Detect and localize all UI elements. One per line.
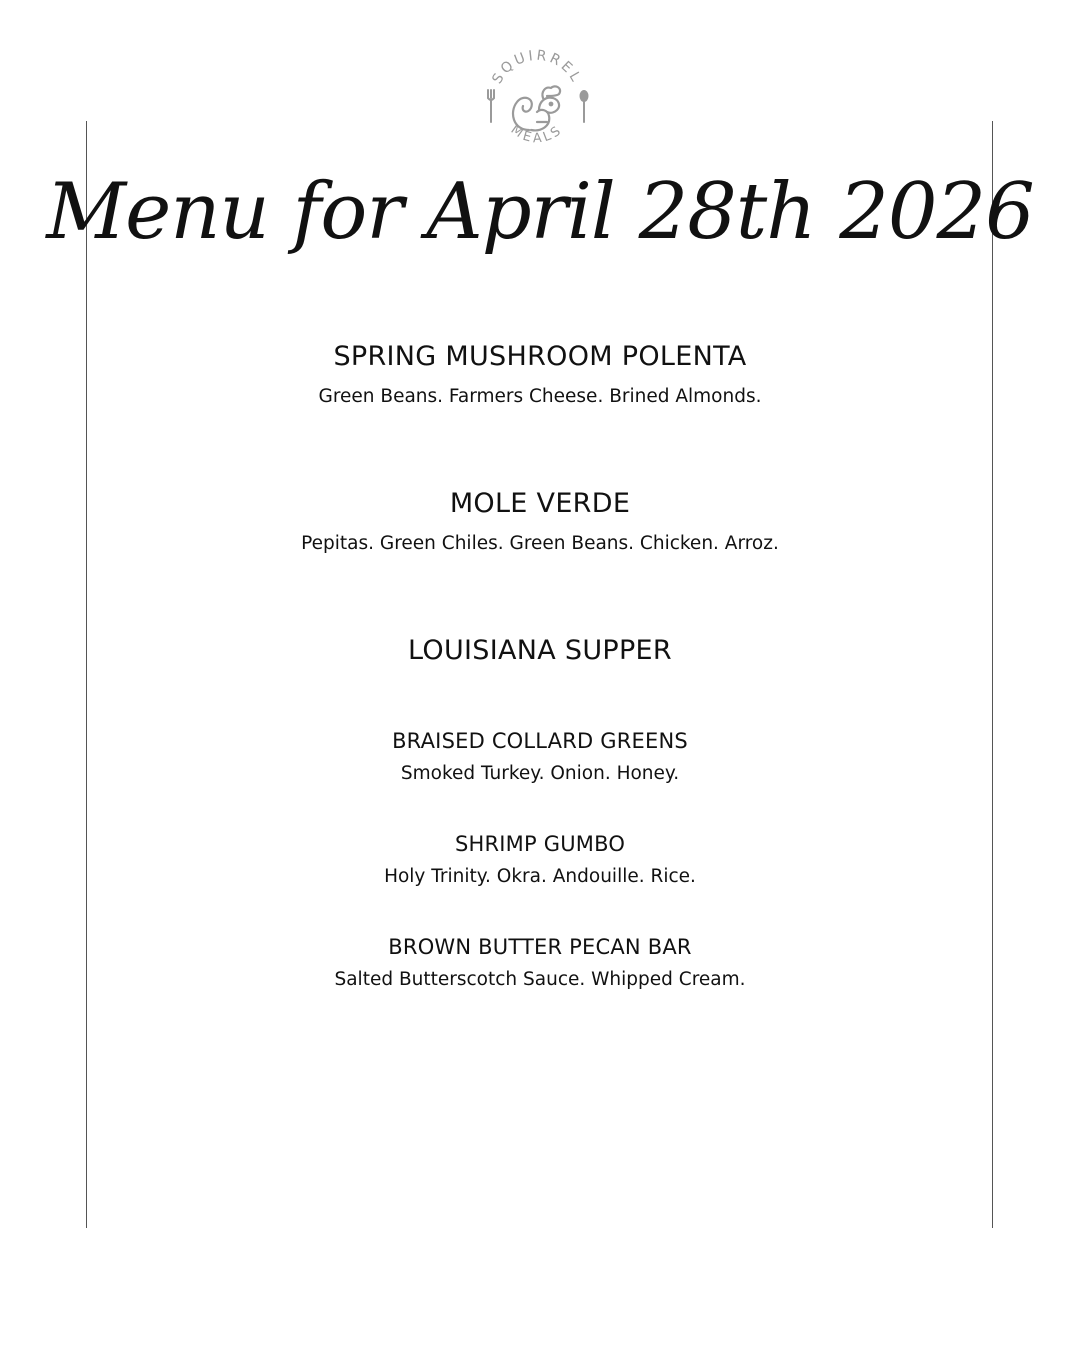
dish-name: LOUISIANA SUPPER [408,635,672,666]
sub-dish-description: Salted Butterscotch Sauce. Whipped Cream. [334,969,746,990]
left-border-line [86,121,87,1228]
dish-description: Green Beans. Farmers Cheese. Brined Almonds. [318,386,762,407]
dish-description: Pepitas. Green Chiles. Green Beans. Chicken. Arroz. [301,533,779,554]
dish-mole-verde [0,487,1080,557]
logo-bottom-text: MEALS [507,122,567,147]
right-border-line [992,121,993,1228]
squirrel-chef-icon [513,86,560,130]
logo-top-text: SQUIRREL [489,47,585,87]
dish-name: MOLE VERDE [449,488,631,519]
dish-louisiana-supper [0,634,1080,668]
menu-title: Menu for April 28th 2026 [46,167,1034,257]
sub-dish-brown-butter-pecan-bar [0,933,1080,993]
sub-dish-name: SHRIMP GUMBO [454,832,626,856]
sub-dish-shrimp-gumbo [0,830,1080,890]
sub-dish-name: BROWN BUTTER PECAN BAR [388,935,692,959]
squirrel-meals-logo [477,38,597,158]
sub-dish-description: Holy Trinity. Okra. Andouille. Rice. [384,866,696,887]
sub-dish-braised-collard-greens [0,727,1080,787]
spoon-icon [581,91,588,122]
sub-dish-name: BRAISED COLLARD GREENS [392,729,688,753]
dish-spring-mushroom-polenta [0,340,1080,410]
svg-text:SQUIRREL [489,48,584,87]
fork-icon [488,90,494,122]
sub-dish-description: Smoked Turkey. Onion. Honey. [400,763,680,784]
dish-name: SPRING MUSHROOM POLENTA [333,341,747,372]
